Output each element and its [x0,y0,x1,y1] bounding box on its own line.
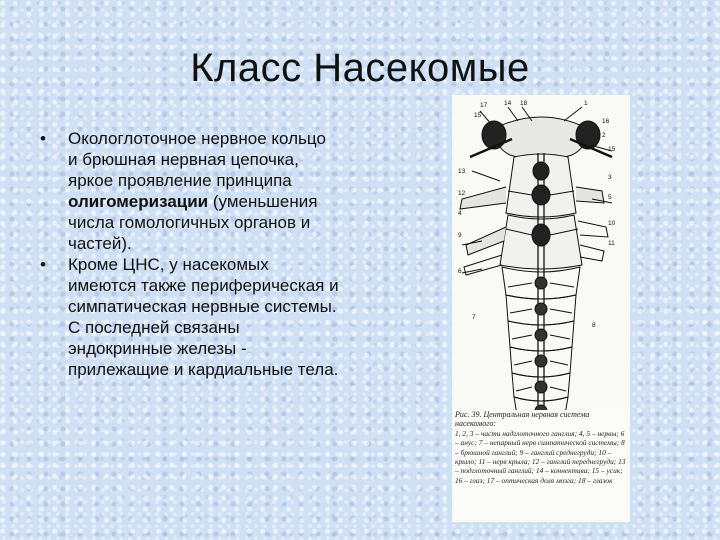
figure-label: 5 [608,194,612,201]
caption-body: 1, 2, 3 – части надглоточного ганглия; 4, 5 – нервы; 6 – анус; 7 – непарный нерв симпатической системы; 8 – брюшной ганглий; 9 – ганглий среднегруди; 10 – крыло; 11 – нерв крыла; 12 – ганглий переднегруди; 13 – подглоточный ганглий; 14 – коннектива; 15 – усик; 16 – глаз; 17 – оптическая доля мозга; 18 – глазок [455,428,626,485]
figure-label: 14 [504,100,512,107]
bullet-item [40,254,340,380]
bullet-text: Окологлоточное нервное кольцо и брюшная нервная цепочка, яркое проявление принципа [68,129,326,190]
bullet-list [40,128,340,380]
bullet-bold-term: олигомеризации [68,192,209,211]
bullet-marker: • [40,129,46,148]
figure-label: 15 [474,112,482,119]
figure-label: 15 [608,146,616,153]
figure-label: 10 [608,220,616,227]
figure-label: 18 [520,100,528,107]
figure-label: 7 [472,314,476,321]
figure-caption [455,410,627,520]
figure-label: 8 [592,322,596,329]
caption-heading: Рис. 39. Центральная нервная система насекомого: [455,410,590,429]
slide-title: Класс Насекомые [190,46,530,90]
figure-label: 13 [458,168,466,175]
figure-label: 17 [480,102,488,109]
figure-label: 6 [458,268,462,275]
bullet-text-end: (уменьшения числа гомологичных органов и частей). [68,192,318,253]
figure-label: 4 [458,210,462,217]
figure-label: 11 [608,240,615,247]
figure-label: 12 [458,190,466,197]
figure-label: 3 [608,174,612,181]
bullet-marker: • [40,255,46,274]
bullet-item [40,128,340,254]
bullet-text: Кроме ЦНС, у насекомых имеются также периферическая и симпатическая нервные системы. С последней связаны эндокринные железы - прилежащие и кардиальные тела. [68,255,339,379]
figure-label: 9 [458,232,462,239]
figure-label: 1 [584,100,588,107]
figure-label: 16 [602,118,610,125]
figure-label: 2 [602,132,606,139]
